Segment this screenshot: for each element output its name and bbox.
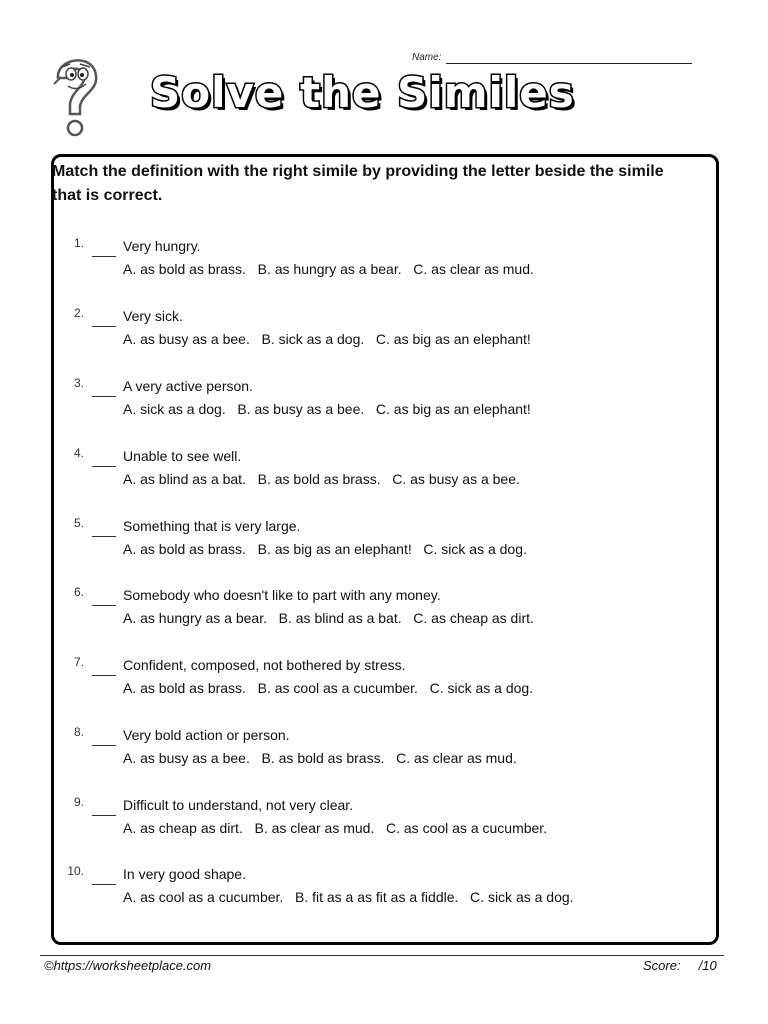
answer-blank[interactable] [92,745,116,746]
question-number: 8. [73,725,84,739]
question-definition: Confident, composed, not bothered by stress. [123,657,406,673]
answer-blank[interactable] [92,815,116,816]
question-number: 4. [73,446,84,460]
question-definition: A very active person. [123,378,253,394]
question-number: 7. [73,655,84,669]
page-title: Solve the Similes [150,68,575,117]
question-number: 1. [73,236,84,250]
question-number: 2. [73,306,84,320]
score-label: Score: /10 [643,958,717,973]
question-item [62,655,682,705]
instructions: Match the definition with the right simile by providing the letter beside the simile that is correct. [52,163,664,204]
question-number: 10. [67,864,84,878]
question-item [62,795,682,845]
question-options: A. as blind as a bat. B. as bold as brass. C. as busy as a bee. [123,471,520,487]
answer-blank[interactable] [92,536,116,537]
question-item [62,376,682,426]
answer-blank[interactable] [92,884,116,885]
question-options: A. as bold as brass. B. as cool as a cucumber. C. sick as a dog. [123,680,534,696]
question-definition: Unable to see well. [123,448,242,464]
question-item [62,516,682,566]
answer-blank[interactable] [92,326,116,327]
answer-blank[interactable] [92,256,116,257]
question-options: A. as cheap as dirt. B. as clear as mud. C. as cool as a cucumber. [123,820,548,836]
question-definition: Very sick. [123,308,183,324]
source-link[interactable]: ©https://worksheetplace.com [44,958,212,973]
question-definition: Difficult to understand, not very clear. [123,797,354,813]
footer-divider [40,955,724,956]
question-definition: Something that is very large. [123,518,301,534]
question-definition: Very hungry. [123,238,201,254]
question-item [62,306,682,356]
question-options: A. sick as a dog. B. as busy as a bee. C. as big as an elephant! [123,401,531,417]
question-item [62,725,682,775]
question-options: A. as bold as brass. B. as hungry as a bear. C. as clear as mud. [123,261,534,277]
answer-blank[interactable] [92,605,116,606]
question-number: 5. [73,516,84,530]
name-field[interactable] [446,63,692,64]
question-mark-mascot-icon [44,50,108,140]
question-options: A. as busy as a bee. B. as bold as brass. C. as clear as mud. [123,750,517,766]
question-item [62,236,682,286]
question-item [62,864,682,914]
question-definition: In very good shape. [123,866,246,882]
answer-blank[interactable] [92,396,116,397]
question-definition: Very bold action or person. [123,727,290,743]
question-number: 6. [73,585,84,599]
question-number: 9. [73,795,84,809]
question-options: A. as bold as brass. B. as big as an elephant! C. sick as a dog. [123,541,527,557]
question-options: A. as cool as a cucumber. B. fit as a as fit as a fiddle. C. sick as a dog. [123,889,574,905]
question-definition: Somebody who doesn't like to part with any money. [123,587,441,603]
question-item [62,585,682,635]
name-label: Name: [412,52,442,63]
answer-blank[interactable] [92,675,116,676]
question-options: A. as hungry as a bear. B. as blind as a bat. C. as cheap as dirt. [123,610,534,626]
question-number: 3. [73,376,84,390]
question-item [62,446,682,496]
question-options: A. as busy as a bee. B. sick as a dog. C. as big as an elephant! [123,331,531,347]
answer-blank[interactable] [92,466,116,467]
